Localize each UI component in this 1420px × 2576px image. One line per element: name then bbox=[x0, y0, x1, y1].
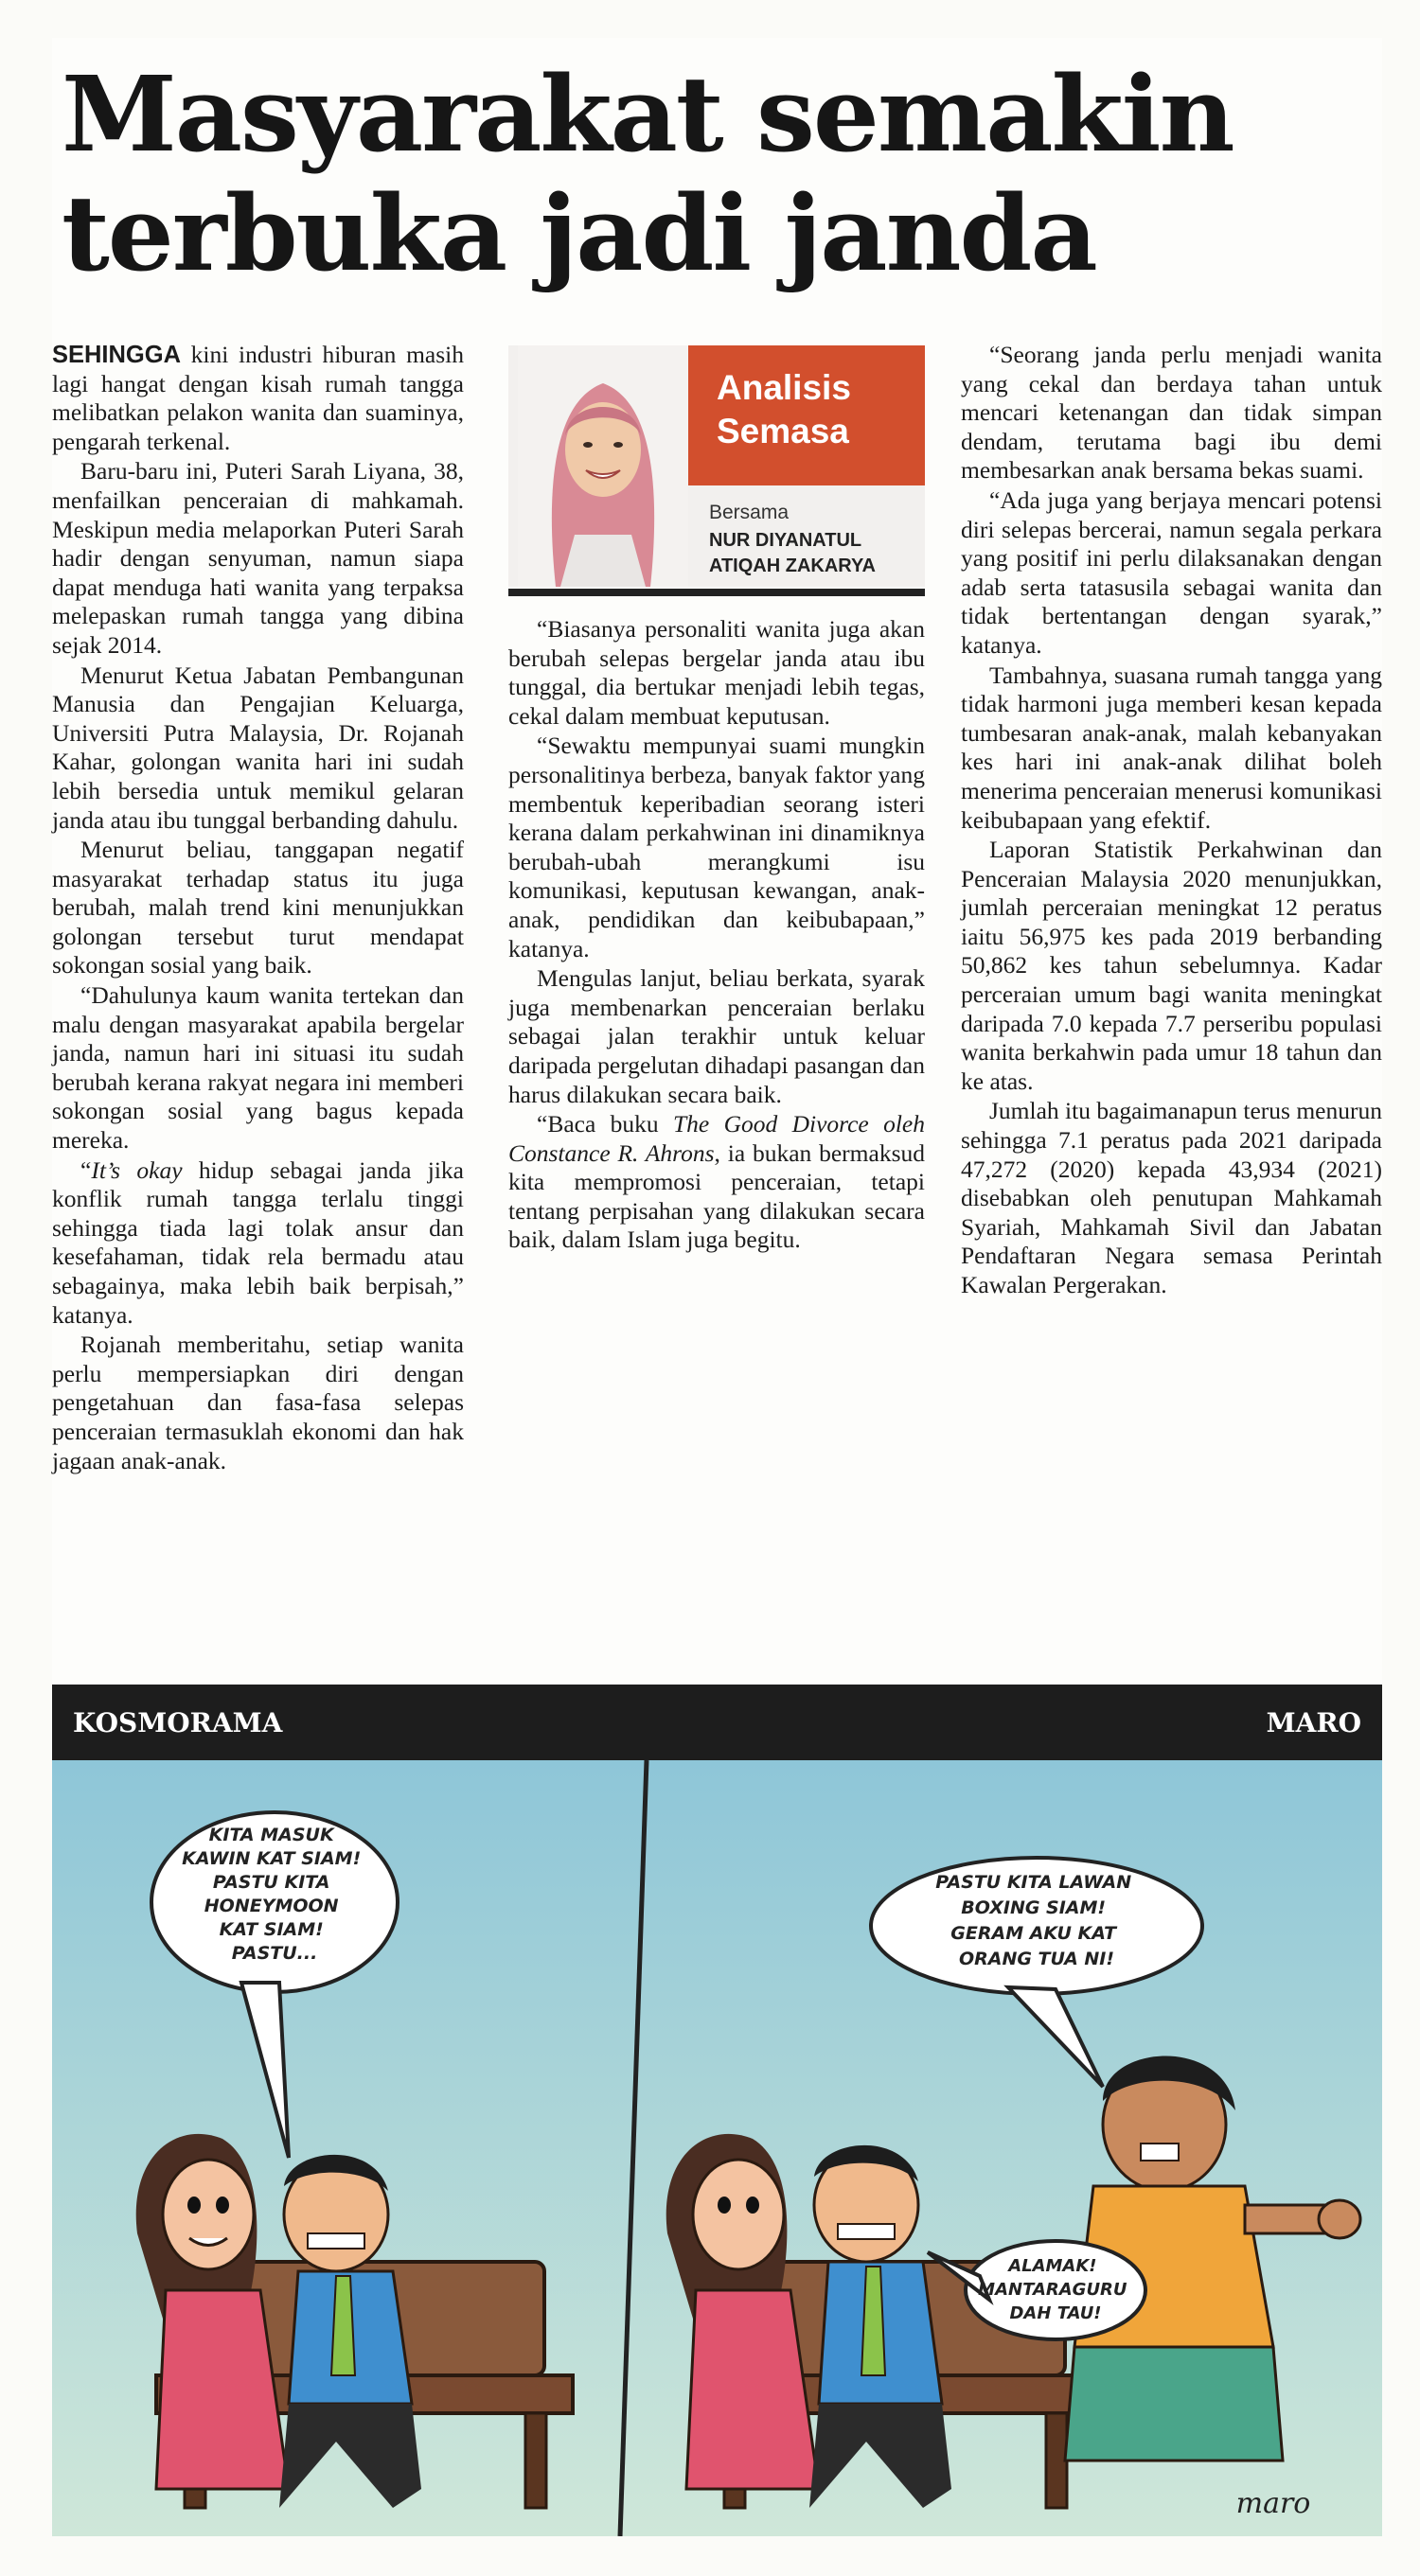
article-paragraph: Menurut Ketua Jabatan Pembangunan Manusia dan Pengajian Keluarga, Universiti Putra Malaysia, Dr. Rojanah Kahar, golongan wanita hari ini sudah lebih bersedia untuk memikul gelaran janda atau ibu tunggal berbanding dahulu. bbox=[52, 661, 464, 834]
article-paragraph: Tambahnya, suasana rumah tangga yang tidak harmoni juga memberi kesan kepada tumbesaran anak-anak, malah kebanyakan kes hari ini anak-anak dilihat boleh menerima penceraian menerusi komunikasi keibubapaan yang efektif. bbox=[961, 661, 1382, 834]
column-heading-line-1: Analisis bbox=[717, 368, 851, 407]
bubble-3-text: ALAMAK! MANTARAGURU DAH TAU! bbox=[978, 2256, 1127, 2323]
article-paragraph: “Biasanya personaliti wanita juga akan berubah selepas bergelar janda atau ibu tunggal, dia bertukar menjadi lebih tegas, cekal dalam membuat keputusan. bbox=[508, 615, 925, 730]
editorial-cartoon bbox=[52, 1760, 1382, 2536]
headline-line-1: Masyarakat semakin bbox=[62, 53, 1234, 175]
columnist-box bbox=[508, 345, 925, 596]
article-column-1 bbox=[52, 341, 464, 1476]
column-heading-box bbox=[688, 345, 925, 485]
article-paragraph: “Sewaktu mempunyai suami mungkin personalitinya berbeza, banyak faktor yang membentuk keperibadian seorang isteri kerana dalam perkahwinan ini dinamiknya berubah-ubah merangkumi isu komunikasi, keputusan kewangan, anak-anak, pendidikan dan keibubapaan,” katanya. bbox=[508, 732, 925, 962]
headline bbox=[62, 55, 1377, 293]
byline-with: Bersama bbox=[709, 502, 790, 523]
article-paragraph: Jumlah itu bagaimanapun terus menurun sehingga 7.1 peratus pada 2021 daripada 47,272 (2020) kepada 43,934 (2021) disebabkan oleh penutupan Mahkamah Syariah, Mahkamah Sivil dan Jabatan Pendaftaran Negara semasa Perintah Kawalan Pergerakan. bbox=[961, 1097, 1382, 1298]
newspaper-page bbox=[52, 38, 1382, 2536]
headline-line-2: terbuka jadi janda bbox=[62, 172, 1096, 294]
divider bbox=[508, 589, 925, 596]
article-paragraph: Menurut beliau, tanggapan negatif masyarakat terhadap status itu juga berubah, malah trend kini menunjukkan golongan tersebut turut mendapat sokongan sosial yang baik. bbox=[52, 836, 464, 979]
article-paragraph: SEHINGGA kini industri hiburan masih lagi hangat dengan kisah rumah tangga melibatkan pelakon wanita dan suaminya, pengarah terkenal. bbox=[52, 341, 464, 455]
article-paragraph: Baru-baru ini, Puteri Sarah Liyana, 38, menfailkan penceraian di mahkamah. Meskipun media melaporkan Puteri Sarah hadir dengan senyuman, namun siapa dapat menduga hati wanita yang terpaksa melepaskan rumah tangga yang dibina sejak 2014. bbox=[52, 457, 464, 659]
section-label: KOSMORAMA bbox=[73, 1707, 283, 1738]
article-paragraph: Mengulas lanjut, beliau berkata, syarak juga membenarkan penceraian berlaku sebagai jalan terakhir untuk keluar daripada pergelutan dihadapi pasangan dan harus dilakukan secara baik. bbox=[508, 964, 925, 1108]
article-paragraph: “Ada juga yang berjaya mencari potensi diri selepas bercerai, namun segala perkara yang positif ini perlu dilaksanakan dengan adab serta tatasusila sebagai wanita dan tidak bertentangan dengan syarak,” katanya. bbox=[961, 485, 1382, 659]
article-column-2 bbox=[508, 615, 925, 1256]
article-paragraph: Laporan Statistik Perkahwinan dan Penceraian Malaysia 2020 menunjukkan, jumlah perceraian meningkat 12 peratus iaitu 56,975 kes pada 2019 berbanding 50,862 kes tahun sebelumnya. Kadar perceraian umum bagi wanita meningkat daripada 7.0 kepada 7.7 perseribu populasi wanita berkahwin pada umur 18 tahun dan ke atas. bbox=[961, 836, 1382, 1095]
article-column-3 bbox=[961, 341, 1382, 1301]
article-paragraph: “It’s okay hidup sebagai janda jika konflik rumah tangga terlalu tinggi sehingga tiada lagi tolak ansur dan kesefahaman, tidak rela bermadu atau sebagainya, maka lebih baik berpisah,” katanya. bbox=[52, 1156, 465, 1329]
article-paragraph: “Seorang janda perlu menjadi wanita yang cekal dan berdaya tahan untuk mencari ketenangan dan tidak simpan dendam, terutama bagi ibu demi membesarkan anak bersama bekas suami. bbox=[961, 341, 1382, 485]
article-paragraph: “Baca buku The Good Divorce oleh Constance R. Ahrons, ia bukan bermaksud kita mempromosi penceraian, tetapi tentang perpisahan yang dilakukan secara baik, dalam Islam juga begitu. bbox=[508, 1110, 925, 1254]
cartoon-header bbox=[52, 1685, 1382, 1760]
article-paragraph: “Dahulunya kaum wanita tertekan dan malu dengan masyarakat apabila bergelar janda, namun hari ini situasi itu sudah berubah kerana rakyat negara ini memberi sokongan sosial yang bagus kepada mereka. bbox=[52, 981, 464, 1155]
artist-signature: maro bbox=[1235, 2487, 1311, 2520]
column-heading-line-2: Semasa bbox=[717, 412, 849, 450]
bubble-2-text: PASTU KITA LAWAN BOXING SIAM! GERAM AKU KAT ORANG TUA NI! bbox=[935, 1872, 1132, 1969]
lead-word: SEHINGGA bbox=[52, 342, 182, 368]
columnist-photo bbox=[518, 345, 688, 587]
bubble-1-text: KITA MASUK KAWIN KAT SIAM! PASTU KITA HONEYMOON KAT SIAM! PASTU... bbox=[182, 1825, 362, 1964]
article-paragraph: Rojanah memberitahu, setiap wanita perlu mempersiapkan diri dengan pengetahuan dan fasa-fasa selepas penceraian termasuklah ekonomi dan hak jagaan anak-anak. bbox=[52, 1331, 464, 1474]
author-name: NUR DIYANATUL ATIQAH ZAKARYA bbox=[709, 530, 876, 576]
artist-label: MARO bbox=[1266, 1707, 1361, 1738]
